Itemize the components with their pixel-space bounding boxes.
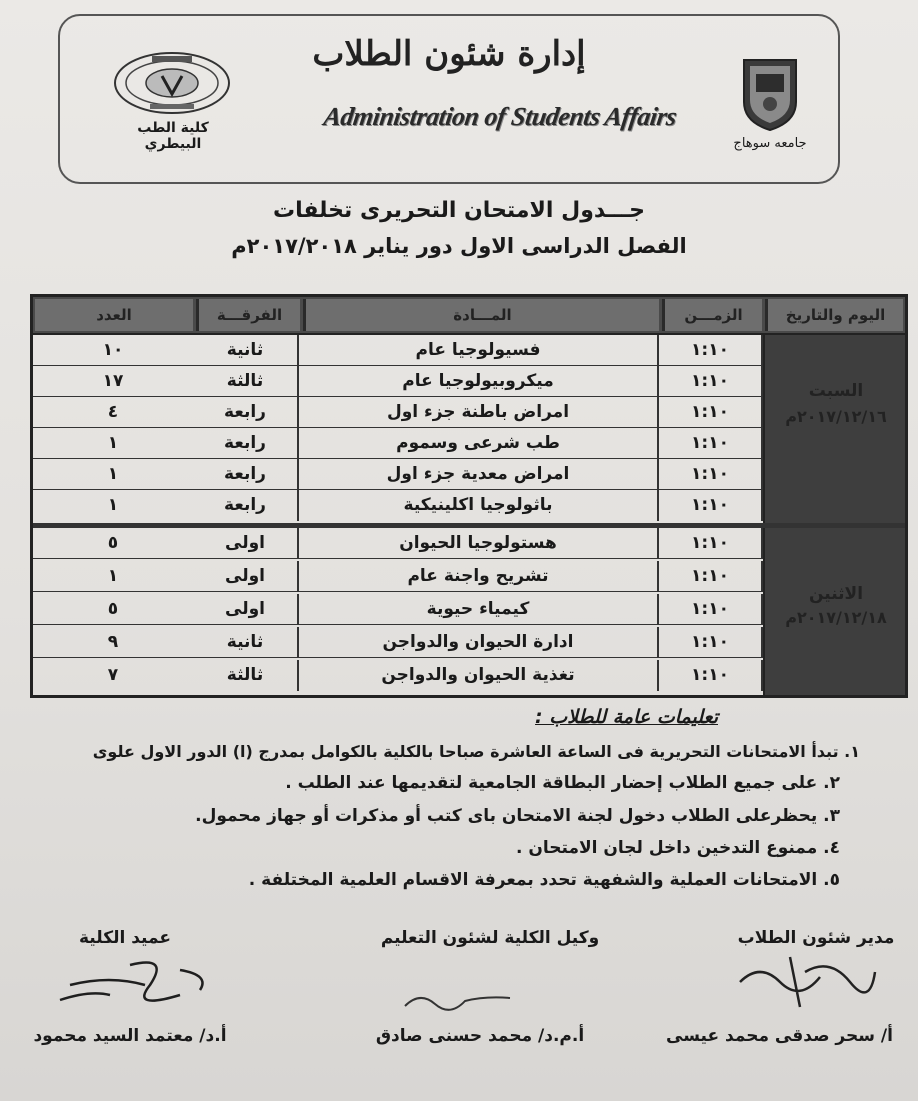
instruction-item: ١. تبدأ الامتحانات التحريرية فى الساعة العاشرة صباحا بالكلية بالكوامل بمدرج (ا) الدور الاول علوى [92, 742, 860, 761]
cell-subject: ادارة الحيوان والدواجن [299, 627, 659, 658]
cell-year: ثالثة [193, 660, 299, 691]
cell-time: ١:١٠ [659, 335, 763, 366]
sohag-university-crest-icon [738, 52, 802, 132]
university-caption: جامعه سوهاج [733, 136, 807, 151]
cell-subject: هستولوجيا الحيوان [299, 528, 659, 559]
exam-schedule-table [30, 294, 908, 698]
cell-count: ٩ [107, 632, 119, 652]
signature-role-middle: وكيل الكلية لشئون التعليم [380, 928, 600, 948]
cell-time: ١:١٠ [659, 660, 763, 691]
header-day-date: اليوم والتاريخ [765, 299, 903, 331]
cell-year: اولى [193, 561, 299, 592]
cell-count: ٥ [107, 599, 119, 619]
vet-faculty-seal-icon [112, 50, 232, 116]
cell-time: ١:١٠ [659, 594, 763, 625]
cell-subject: طب شرعى وسموم [299, 428, 659, 459]
cell-subject: تغذية الحيوان والدواجن [299, 660, 659, 691]
document-title: جـــدول الامتحان التحريرى تخلفات [272, 198, 645, 223]
cell-time: ١:١٠ [659, 490, 763, 521]
cell-subject: ميكروبيولوجيا عام [299, 366, 659, 397]
table-row [33, 660, 763, 691]
header-count: العدد [35, 299, 193, 331]
cell-time: ١:١٠ [659, 428, 763, 459]
cell-time: ١:١٠ [659, 459, 763, 490]
instruction-item: ٢. على جميع الطلاب إحضار البطاقة الجامعية لتقديمها عند الطلب . [285, 773, 840, 793]
document-subtitle: الفصل الدراسى الاول دور يناير ٢٠١٧/٢٠١٨م [231, 234, 687, 258]
cell-count: ١٧ [102, 371, 124, 391]
cell-subject: امراض معدية جزء اول [299, 459, 659, 490]
cell-year: رابعة [193, 490, 299, 521]
cell-subject: تشريح واجنة عام [299, 561, 659, 592]
letterhead-box [58, 14, 840, 184]
signature-name-middle: أ.م.د/ محمد حسنى صادق [375, 1026, 585, 1046]
day-date: ٢٠١٧/١٢/١٨م [785, 608, 887, 627]
department-title-english: Administration of Students Affairs [321, 102, 679, 131]
cell-count: ١ [107, 495, 119, 515]
table-row [33, 366, 763, 397]
cell-year: رابعة [193, 428, 299, 459]
day-cell-monday [763, 528, 905, 695]
signature-name-left: أ.د/ معتمد السيد محمود [33, 1026, 227, 1046]
instruction-item: ٥. الامتحانات العملية والشفهية تحدد بمعرفة الاقسام العلمية المختلفة . [248, 870, 840, 890]
signature-left-mark [50, 955, 220, 1015]
signature-role-right: مدير شئون الطلاب [737, 928, 895, 948]
signature-middle-mark [400, 986, 520, 1016]
signature-right-mark [730, 952, 880, 1012]
table-row [33, 459, 763, 490]
table-row [33, 594, 763, 625]
cell-time: ١:١٠ [659, 528, 763, 559]
department-title-arabic: إدارة شئون الطلاب [312, 34, 586, 74]
instruction-item: ٤. ممنوع التدخين داخل لجان الامتحان . [515, 838, 840, 858]
cell-subject: فسيولوجيا عام [299, 335, 659, 366]
faculty-caption: كلية الطب البيطري [137, 120, 209, 152]
signature-role-left: عميد الكلية [79, 928, 171, 948]
cell-year: اولى [193, 594, 299, 625]
cell-year: ثانية [193, 627, 299, 658]
cell-subject: كيمياء حيوية [299, 594, 659, 625]
cell-time: ١:١٠ [659, 561, 763, 592]
table-row [33, 528, 763, 559]
cell-year: اولى [193, 528, 299, 559]
cell-count: ١ [107, 433, 119, 453]
day-date: ٢٠١٧/١٢/١٦م [785, 407, 887, 426]
cell-count: ٤ [107, 402, 119, 422]
cell-subject: باثولوجيا اكلينيكية [299, 490, 659, 521]
table-row [33, 561, 763, 592]
cell-count: ٧ [107, 665, 119, 685]
header-year: الفرقـــة [196, 299, 300, 331]
table-header-row [33, 297, 905, 335]
cell-time: ١:١٠ [659, 366, 763, 397]
day-label: السبت [808, 381, 864, 401]
instruction-item: ٣. يحظرعلى الطلاب دخول لجنة الامتحان باى كتب أو مذكرات أو جهاز محمول. [195, 806, 840, 826]
day-label: الاثنين [808, 584, 864, 604]
header-subject: المـــادة [303, 299, 659, 331]
cell-year: رابعة [193, 459, 299, 490]
cell-count: ١ [107, 464, 119, 484]
cell-time: ١:١٠ [659, 627, 763, 658]
cell-year: ثالثة [193, 366, 299, 397]
table-row [33, 428, 763, 459]
cell-time: ١:١٠ [659, 397, 763, 428]
instructions-title: تعليمات عامة للطلاب : [535, 706, 718, 728]
signature-name-right: أ/ سحر صدقى محمد عيسى [666, 1026, 893, 1046]
cell-year: ثانية [193, 335, 299, 366]
table-row [33, 397, 763, 428]
cell-count: ٥ [107, 533, 119, 553]
cell-year: رابعة [193, 397, 299, 428]
day-cell-saturday [763, 335, 905, 523]
header-time: الزمـــن [662, 299, 762, 331]
cell-count: ١ [107, 566, 119, 586]
table-row [33, 335, 763, 366]
table-row [33, 627, 763, 658]
cell-count: ١٠ [102, 340, 124, 360]
cell-subject: امراض باطنة جزء اول [299, 397, 659, 428]
table-row [33, 490, 763, 521]
